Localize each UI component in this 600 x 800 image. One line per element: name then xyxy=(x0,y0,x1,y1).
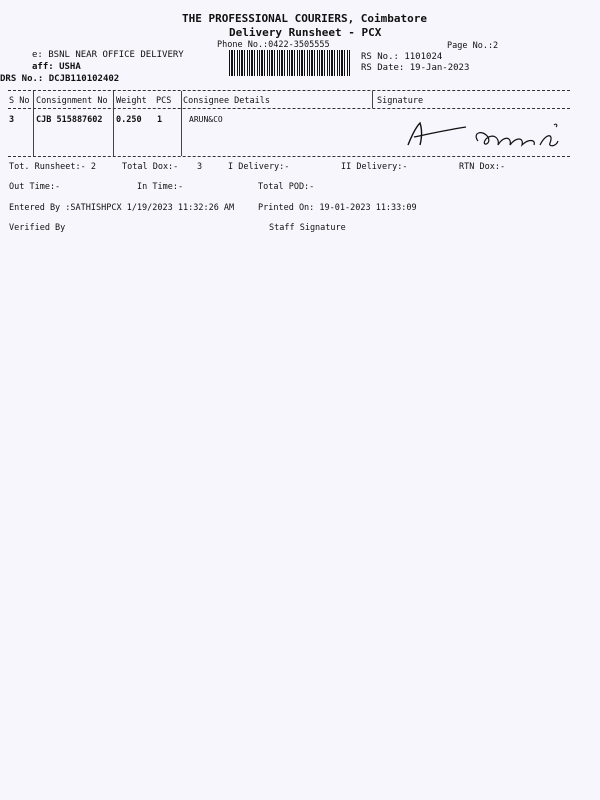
entered-by: Entered By :SATHISHPCX 1/19/2023 11:32:26 AM xyxy=(9,203,235,213)
staff-signature: Staff Signature xyxy=(269,223,346,233)
company-title: THE PROFESSIONAL COURIERS, Coimbatore xyxy=(182,12,428,25)
total-dox-label: Total Dox:- xyxy=(122,162,179,172)
tot-runsheet: Tot. Runsheet:- 2 xyxy=(9,162,96,172)
in-time: In Time:- xyxy=(137,182,184,192)
drs-number: DRS No.: DCJB110102402 xyxy=(0,74,120,84)
row-pcs: 1 xyxy=(157,115,163,125)
rs-date: RS Date: 19-Jan-2023 xyxy=(361,63,470,73)
page-number: Page No.:2 xyxy=(447,41,499,51)
handwritten-signature xyxy=(400,115,565,155)
out-time: Out Time:- xyxy=(9,182,61,192)
rtn-dox: RTN Dox:- xyxy=(459,162,506,172)
col-header-consignment: Consignment No xyxy=(36,96,108,106)
col-divider xyxy=(372,91,373,108)
table-bottom-divider xyxy=(8,156,570,157)
col-header-consignee: Consignee Details xyxy=(183,96,270,106)
ii-delivery: II Delivery:- xyxy=(341,162,408,172)
row-sno: 3 xyxy=(9,115,15,125)
col-divider xyxy=(181,91,182,156)
rs-number: RS No.: 1101024 xyxy=(361,52,443,62)
phone-number: Phone No.:0422-3505555 xyxy=(217,40,330,50)
total-pod: Total POD:- xyxy=(258,182,315,192)
col-header-sno: S No xyxy=(9,96,30,106)
total-dox-value: 3 xyxy=(197,162,203,172)
col-header-signature: Signature xyxy=(377,96,424,106)
runsheet-title: Delivery Runsheet - PCX xyxy=(229,26,382,39)
col-header-weight: Weight xyxy=(116,96,147,106)
i-delivery: I Delivery:- xyxy=(228,162,290,172)
route-label: e: BSNL NEAR OFFICE DELIVERY xyxy=(32,50,184,60)
row-consignee: ARUN&CO xyxy=(189,115,223,124)
table-header-divider xyxy=(8,108,570,109)
barcode-image xyxy=(229,50,351,76)
col-divider xyxy=(33,91,34,156)
col-divider xyxy=(113,91,114,156)
row-weight: 0.250 xyxy=(116,115,142,125)
col-header-pcs: PCS xyxy=(156,96,172,106)
verified-by: Verified By xyxy=(9,223,66,233)
staff-label: aff: USHA xyxy=(32,62,81,72)
row-consignment: CJB 515887602 xyxy=(36,115,103,125)
printed-on: Printed On: 19-01-2023 11:33:09 xyxy=(258,203,417,213)
table-top-divider xyxy=(8,90,570,91)
